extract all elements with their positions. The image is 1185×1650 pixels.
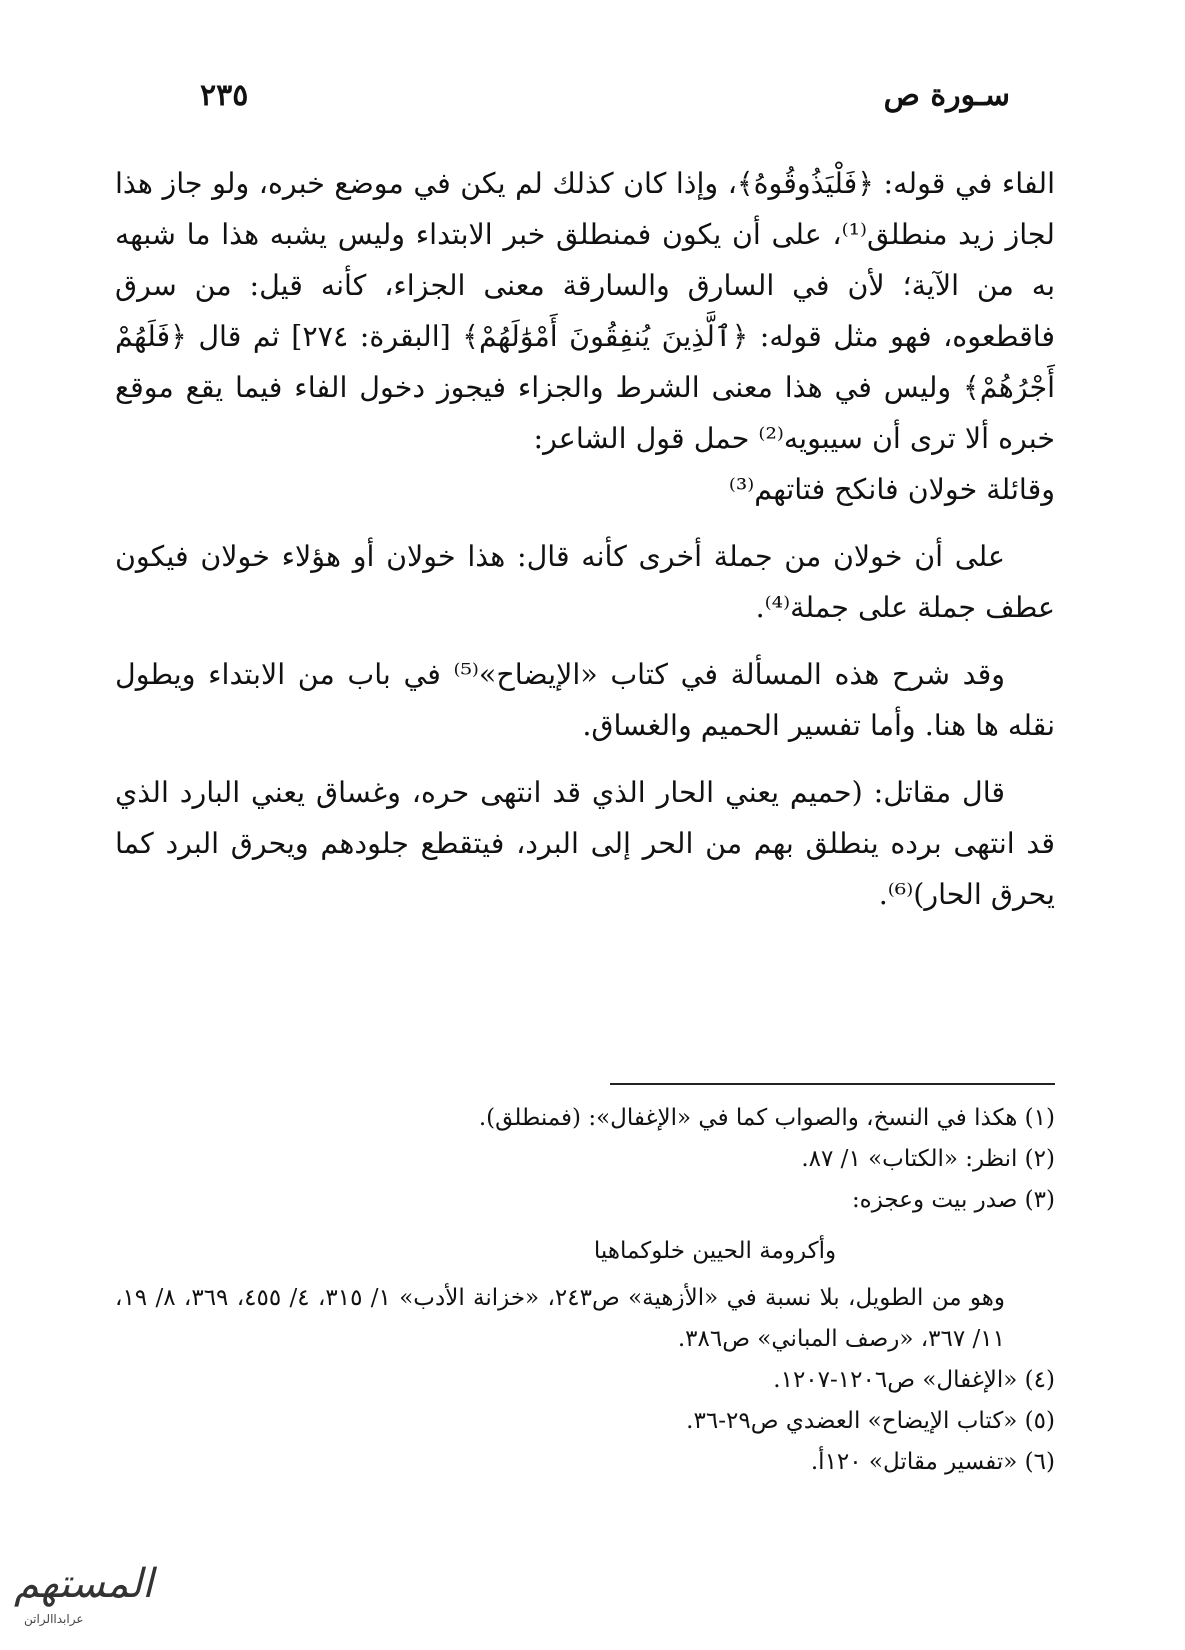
footnote-5: (٥) «كتاب الإيضاح» العضدي ص٢٩-٣٦. (686, 1408, 1055, 1434)
footnote-1: (١) هكذا في النسخ، والصواب كما في «الإغفال»: (فمنطلق). (478, 1105, 1055, 1131)
paragraph-1: الفاء في قوله: ﴿فَلْيَذُوقُوهُ﴾، وإذا كان كذلك لم يكن في موضع خبره، ولو جاز هذا لجاز زيد منطلق⁽¹⁾، على أن يكون فمنطلق خبر الابتداء وليس يشبه هذا ما شبهه به من الآية؛ لأن في السارق والسارقة معنى الجزاء، كأنه قيل: من سرق فاقطعوه، فهو مثل قوله: ﴿ٱلَّذِينَ يُنفِقُونَ أَمْوَٰلَهُمْ﴾ [البقرة: ٢٧٤] ثم قال ﴿فَلَهُمْ أَجْرُهُمْ﴾ وليس في هذا معنى الشرط والجزاء فيجوز دخول الفاء فيما يقع موقع خبره ألا ترى أن سيبويه⁽²⁾ حمل قول الشاعر: (115, 167, 1056, 455)
logo-subtext: عرابداالراتن (24, 1612, 84, 1626)
footnote-4: (٤) «الإغفال» ص١٢٠٦-١٢٠٧. (773, 1367, 1055, 1393)
library-logo (14, 1561, 154, 1632)
footnote-divider (610, 1083, 1055, 1085)
page-number: ٢٣٥ (200, 78, 249, 113)
surah-title: سـورة ص (883, 78, 1010, 113)
footnote-6: (٦) «تفسير مقاتل» ١٢٠أ. (810, 1449, 1055, 1475)
footnote-3-verse: وأكرومة الحيين خلوكماهيا (593, 1238, 837, 1264)
paragraph-3: وقد شرح هذه المسألة في كتاب «الإيضاح»⁽⁵⁾ في باب من الابتداء ويطول نقله ها هنا. وأما تفسير الحميم والغساق. (115, 658, 1055, 742)
paragraph-4: قال مقاتل: (حميم يعني الحار الذي قد انتهى حره، وغساق يعني البارد الذي قد انتهى برده ينطلق بهم من الحر إلى البرد، فيتقطع جلودهم ويحرق البرد كما يحرق الحار)⁽⁶⁾. (115, 776, 1055, 911)
footnotes (115, 1098, 1055, 1483)
paragraph-2: على أن خولان من جملة أخرى كأنه قال: هذا خولان أو هؤلاء خولان فيكون عطف جملة على جملة⁽⁴⁾. (115, 540, 1055, 624)
logo-text: المستهم (14, 1561, 154, 1607)
footnote-2: (٢) انظر: «الكتاب» ١/ ٨٧. (801, 1146, 1055, 1172)
poetry-verse: وقائلة خولان فانكح فتاتهم⁽³⁾ (728, 473, 1055, 506)
footnote-3-source: وهو من الطويل، بلا نسبة في «الأزهية» ص٢٤٣، «خزانة الأدب» ١/ ٣١٥، ٤/ ٤٥٥، ٣٦٩، ٨/ ١٩، ١١/ ٣٦٧، «رصف المباني» ص٣٨٦. (115, 1285, 1006, 1352)
main-text (115, 158, 1055, 920)
footnote-3: (٣) صدر بيت وعجزه: (851, 1187, 1055, 1213)
page-header (200, 78, 1010, 128)
